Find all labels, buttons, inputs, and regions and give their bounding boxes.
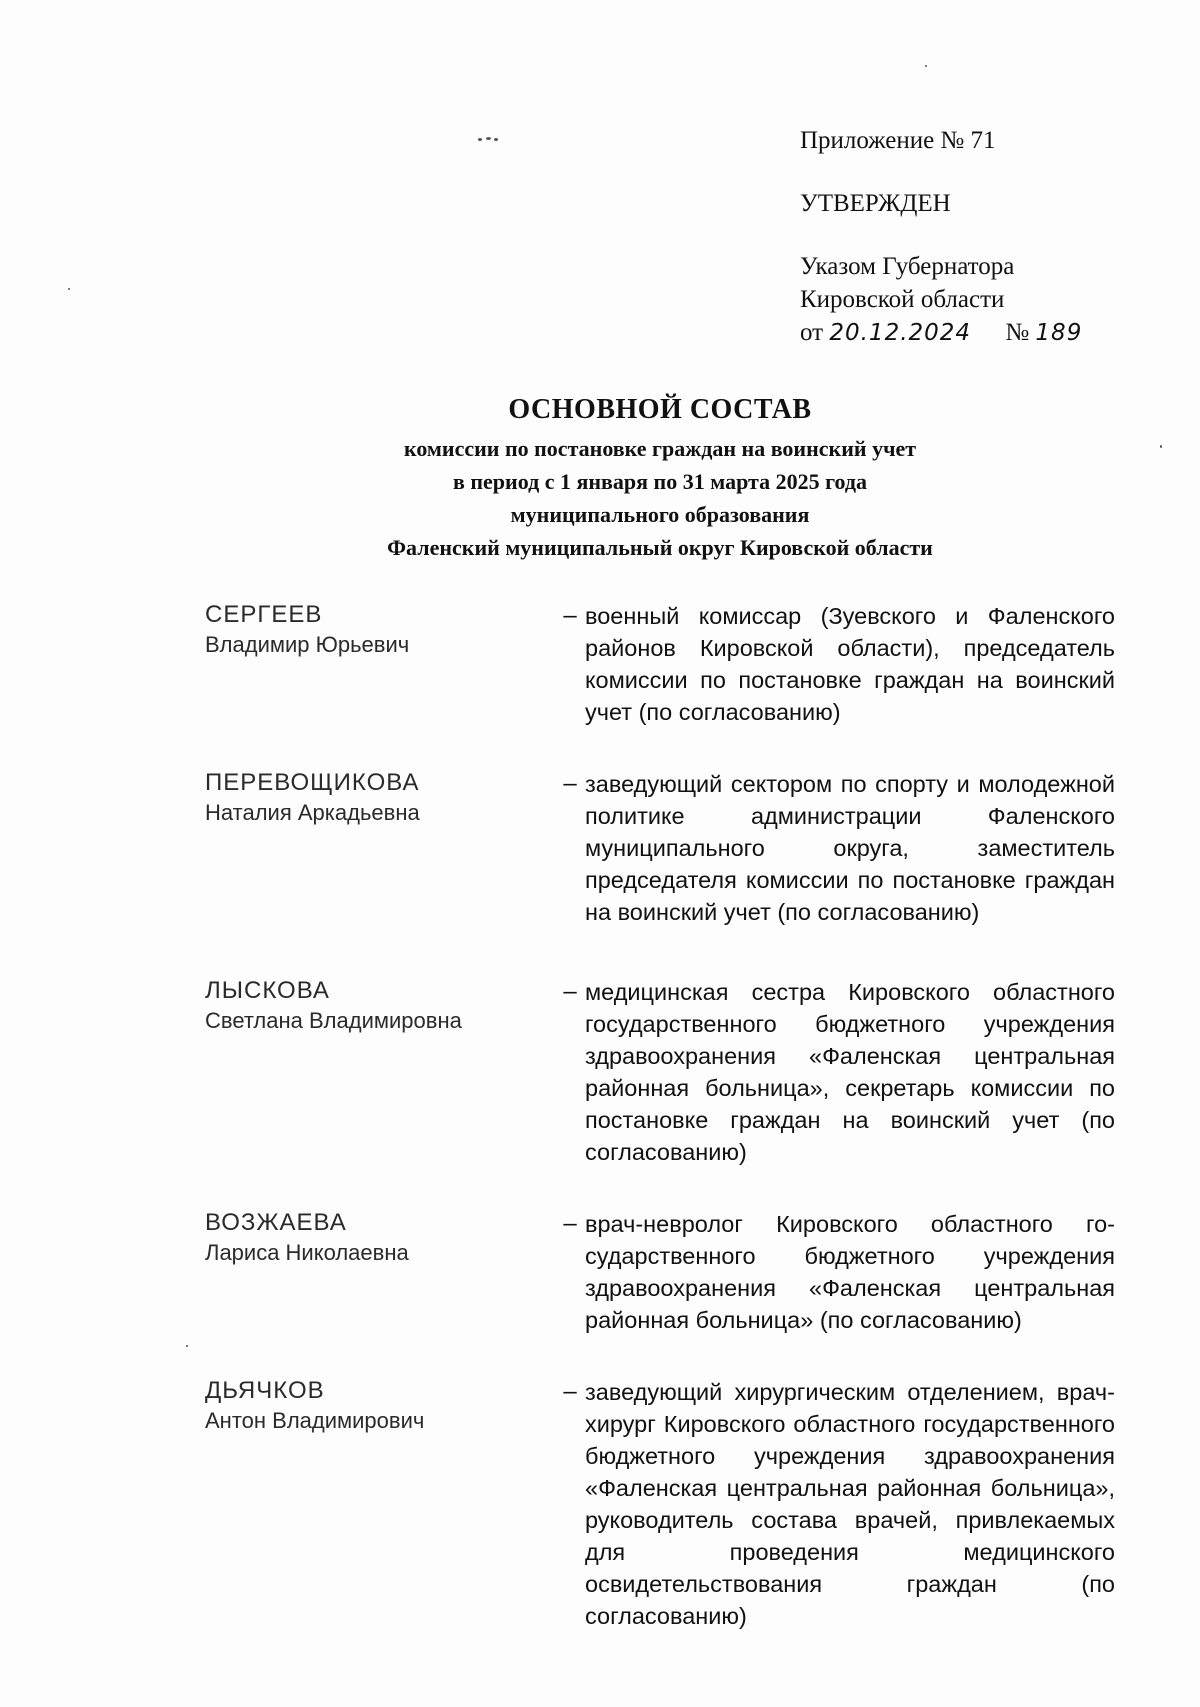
scan-speck bbox=[486, 137, 491, 140]
member-given-name: Антон Владимирович bbox=[205, 1408, 425, 1433]
member-dash: – bbox=[563, 770, 577, 797]
scan-speck bbox=[68, 288, 70, 290]
member-role: медицинская сестра Кировского областного государственного бюджетного учреждения здравоохранения «Фаленская центральная районная больница», секретарь комиссии по постановке граждан на воинский учет (по согласованию) bbox=[585, 979, 1115, 1165]
member-surname: ДЬЯЧКОВ bbox=[205, 1377, 325, 1404]
approved-label: УТВЕРЖДЕН bbox=[800, 190, 951, 217]
member-list bbox=[205, 600, 1125, 1632]
member-name bbox=[205, 768, 555, 928]
member-entry bbox=[205, 1208, 1125, 1336]
scan-speck bbox=[186, 1345, 188, 1347]
handwritten-date: 20.12.2024 bbox=[829, 320, 972, 346]
member-entry bbox=[205, 976, 1125, 1168]
decree-line-1: Указом Губернатора bbox=[800, 253, 1015, 280]
title-line-2: в период с 1 января по 31 марта 2025 года bbox=[452, 469, 868, 494]
scan-speck bbox=[494, 138, 498, 141]
member-role: заведующий хирургическим отделением, врач-хирург Кировского областного государственного бюджетного учреждения здравоохранения «Фаленская центральная районная больница», руководитель состава врачей, привлекаемых для проведения медицинского освидетельствования граждан (по согласованию) bbox=[585, 1379, 1115, 1629]
title-line-4: Фаленский муниципальный округ Кировской области bbox=[387, 535, 933, 560]
decree-line-2: Кировской области bbox=[800, 286, 1005, 313]
scan-speck bbox=[478, 138, 482, 141]
member-role: военный комиссар (Зуевского и Фаленского районов Кировской области), председатель комиссии по постановке граждан на воинский учет (по согласованию) bbox=[585, 603, 1115, 725]
member-dash: – bbox=[563, 978, 577, 1005]
member-given-name: Наталия Аркадьевна bbox=[205, 800, 420, 825]
member-entry bbox=[205, 768, 1125, 928]
decree-date-row bbox=[800, 316, 1160, 350]
member-role: заведующий сектором по спорту и молодежной политике администрации Фаленского муниципального округа, заместитель председателя комиссии по постановке граждан на воинский учет (по согласованию) bbox=[585, 771, 1115, 925]
member-name bbox=[205, 600, 555, 728]
member-given-name: Владимир Юрьевич bbox=[205, 632, 410, 657]
member-dash: – bbox=[563, 1210, 577, 1237]
member-surname: ЛЫСКОВА bbox=[205, 977, 330, 1004]
member-surname: ПЕРЕВОЩИКОВА bbox=[205, 769, 420, 796]
number-label: № bbox=[1005, 319, 1030, 346]
member-name bbox=[205, 976, 555, 1168]
member-entry bbox=[205, 1376, 1125, 1632]
handwritten-number: 189 bbox=[1035, 320, 1083, 346]
scan-speck bbox=[1160, 445, 1162, 448]
member-dash: – bbox=[563, 602, 577, 629]
date-prefix: от bbox=[800, 319, 824, 346]
scan-speck bbox=[925, 65, 927, 67]
member-name bbox=[205, 1208, 555, 1336]
member-given-name: Светлана Владимировна bbox=[205, 1008, 462, 1033]
approval-header bbox=[800, 124, 1160, 350]
document-title bbox=[260, 392, 1060, 564]
title-line-1: комиссии по постановке граждан на воинский учет bbox=[403, 436, 917, 461]
member-role: врач-невролог Кировского областного государственного бюджетного учреждения здравоохранения «Фаленская центральная районная больница» (по согласованию) bbox=[585, 1211, 1115, 1333]
title-line-3: муниципального образования bbox=[510, 502, 810, 527]
member-name bbox=[205, 1376, 555, 1632]
member-surname: ВОЗЖАЕВА bbox=[205, 1209, 347, 1236]
appendix-number: Приложение № 71 bbox=[800, 127, 996, 154]
member-dash: – bbox=[563, 1378, 577, 1405]
member-given-name: Лариса Николаевна bbox=[205, 1240, 409, 1265]
member-entry bbox=[205, 600, 1125, 728]
title-main: ОСНОВНОЙ СОСТАВ bbox=[508, 394, 812, 425]
member-surname: СЕРГЕЕВ bbox=[205, 601, 323, 628]
